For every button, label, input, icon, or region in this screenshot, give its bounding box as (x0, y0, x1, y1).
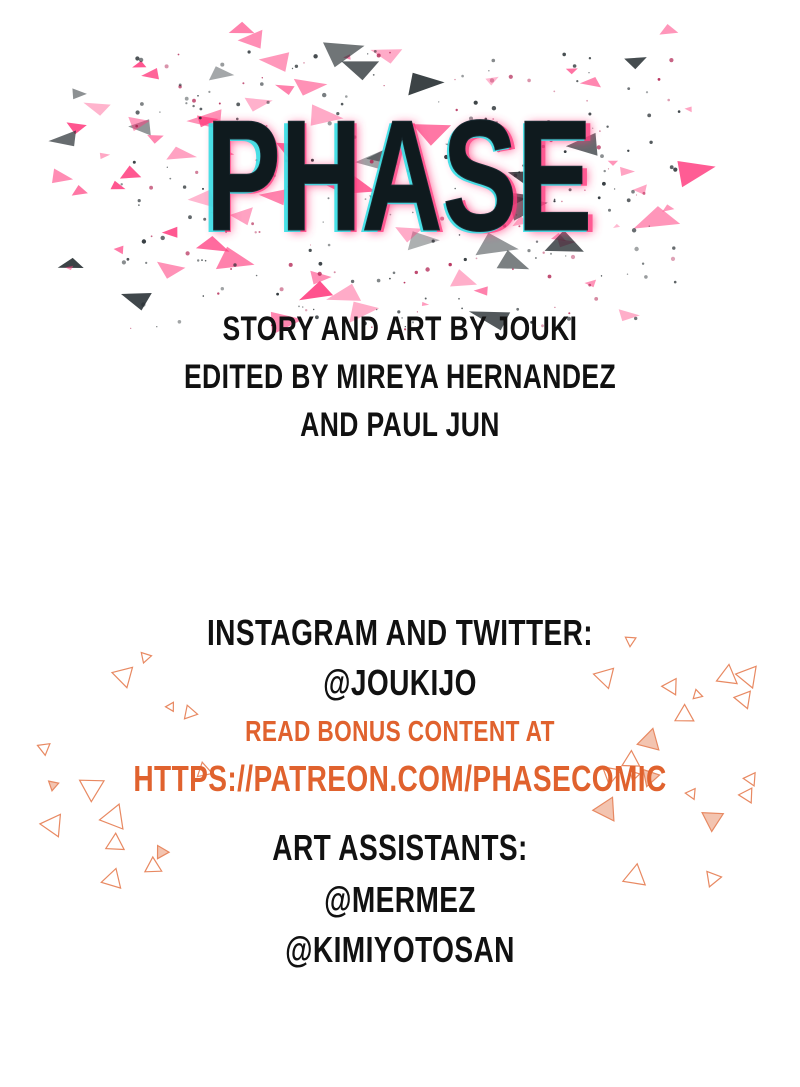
assistants-heading: ART ASSISTANTS: (272, 827, 528, 868)
svg-text:PHASE: PHASE (207, 90, 597, 262)
phase-logo (190, 82, 610, 262)
assistant-name: @KIMIYOTOSAN (285, 929, 515, 970)
credit-edited-by: EDITED BY MIREYA HERNANDEZ (183, 358, 617, 396)
credit-edited-by-continued: AND PAUL JUN (300, 406, 500, 444)
svg-text:PHASE: PHASE (201, 90, 591, 262)
patreon-link[interactable]: HTTPS://PATREON.COM/PHASECOMIC (133, 758, 667, 799)
social-handle: @JOUKIJO (323, 662, 477, 703)
logo-title: PHASE (206, 88, 592, 262)
credit-story-art: STORY AND ART BY JOUKI (222, 310, 578, 348)
bonus-content-text: READ BONUS CONTENT AT (245, 716, 555, 748)
assistant-name: @MERMEZ (324, 879, 476, 920)
social-heading: INSTAGRAM AND TWITTER: (206, 612, 594, 653)
